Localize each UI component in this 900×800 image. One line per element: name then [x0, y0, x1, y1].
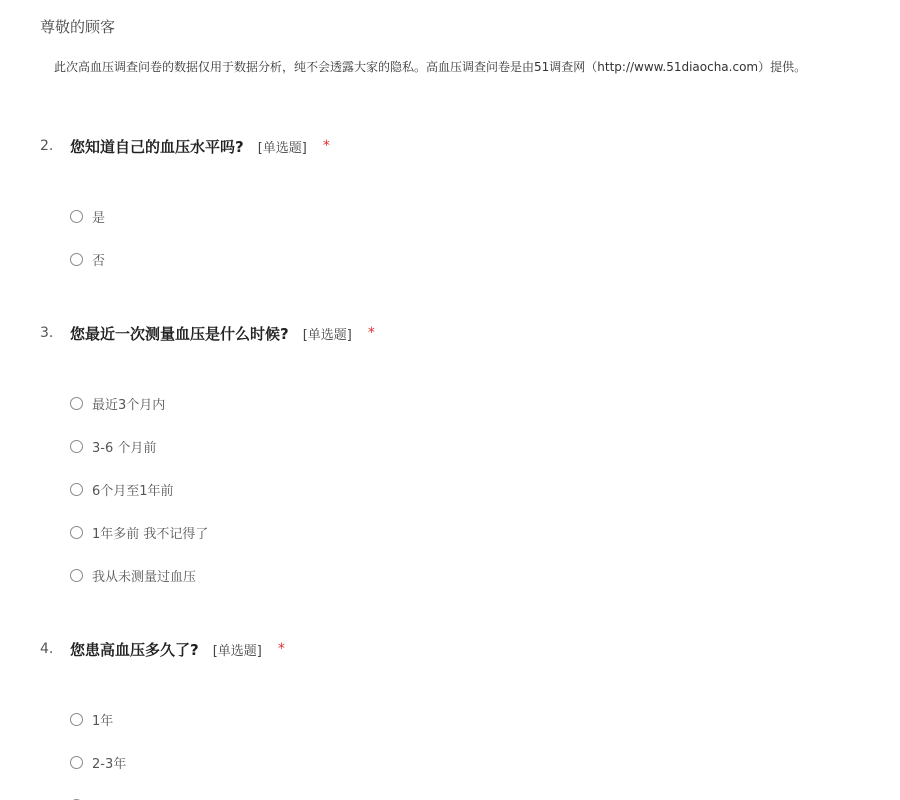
- radio-button[interactable]: [70, 569, 83, 582]
- radio-button[interactable]: [70, 483, 83, 496]
- option-label: 最近3个月内: [92, 397, 166, 413]
- option-partially-visible[interactable]: [70, 795, 92, 800]
- required-marker: *: [322, 138, 330, 154]
- option-label: 6个月至1年前: [92, 483, 174, 499]
- question-number: 3.: [40, 325, 54, 341]
- option-no[interactable]: [70, 249, 105, 269]
- question-title: [40, 321, 375, 345]
- option-label: 我从未测量过血压: [92, 569, 197, 585]
- option-3-6-months[interactable]: [70, 436, 156, 456]
- question-text: 您患高血压多久了?: [70, 640, 199, 659]
- option-yes[interactable]: [70, 206, 105, 226]
- question-title: [40, 134, 330, 158]
- radio-button[interactable]: [70, 440, 83, 453]
- option-label: 否: [92, 253, 106, 269]
- option-2-3-years[interactable]: [70, 752, 126, 772]
- required-marker: *: [277, 641, 285, 657]
- question-number: 2.: [40, 138, 54, 154]
- radio-button[interactable]: [70, 253, 83, 266]
- option-label: 1年多前 我不记得了: [92, 526, 209, 542]
- radio-button[interactable]: [70, 210, 83, 223]
- question-title: [40, 637, 285, 661]
- option-label: 2-3年: [92, 756, 127, 772]
- greeting-heading: 尊敬的顾客: [40, 18, 116, 36]
- option-within-3-months[interactable]: [70, 393, 165, 413]
- question-text: 您知道自己的血压水平吗?: [70, 137, 244, 156]
- question-type-tag: [单选题]: [257, 140, 307, 156]
- radio-button[interactable]: [70, 756, 83, 769]
- radio-button[interactable]: [70, 713, 83, 726]
- option-over-1-year[interactable]: [70, 522, 208, 542]
- survey-intro: 此次高血压调查问卷的数据仅用于数据分析，纯不会透露大家的隐私。高血压调查问卷是由51调查网（http://www.51diaocha.com）提供。: [54, 60, 807, 74]
- option-label: 3-6 个月前: [92, 440, 157, 456]
- option-1-year[interactable]: [70, 709, 113, 729]
- option-label: 1年: [92, 713, 114, 729]
- option-6-months-1-year[interactable]: [70, 479, 174, 499]
- question-number: 4.: [40, 641, 54, 657]
- required-marker: *: [367, 325, 375, 341]
- radio-button[interactable]: [70, 526, 83, 539]
- radio-button[interactable]: [70, 397, 83, 410]
- question-type-tag: [单选题]: [302, 327, 352, 343]
- option-label: 是: [92, 210, 106, 226]
- question-type-tag: [单选题]: [212, 643, 262, 659]
- option-never-measured[interactable]: [70, 565, 196, 585]
- question-text: 您最近一次测量血压是什么时候?: [70, 324, 289, 343]
